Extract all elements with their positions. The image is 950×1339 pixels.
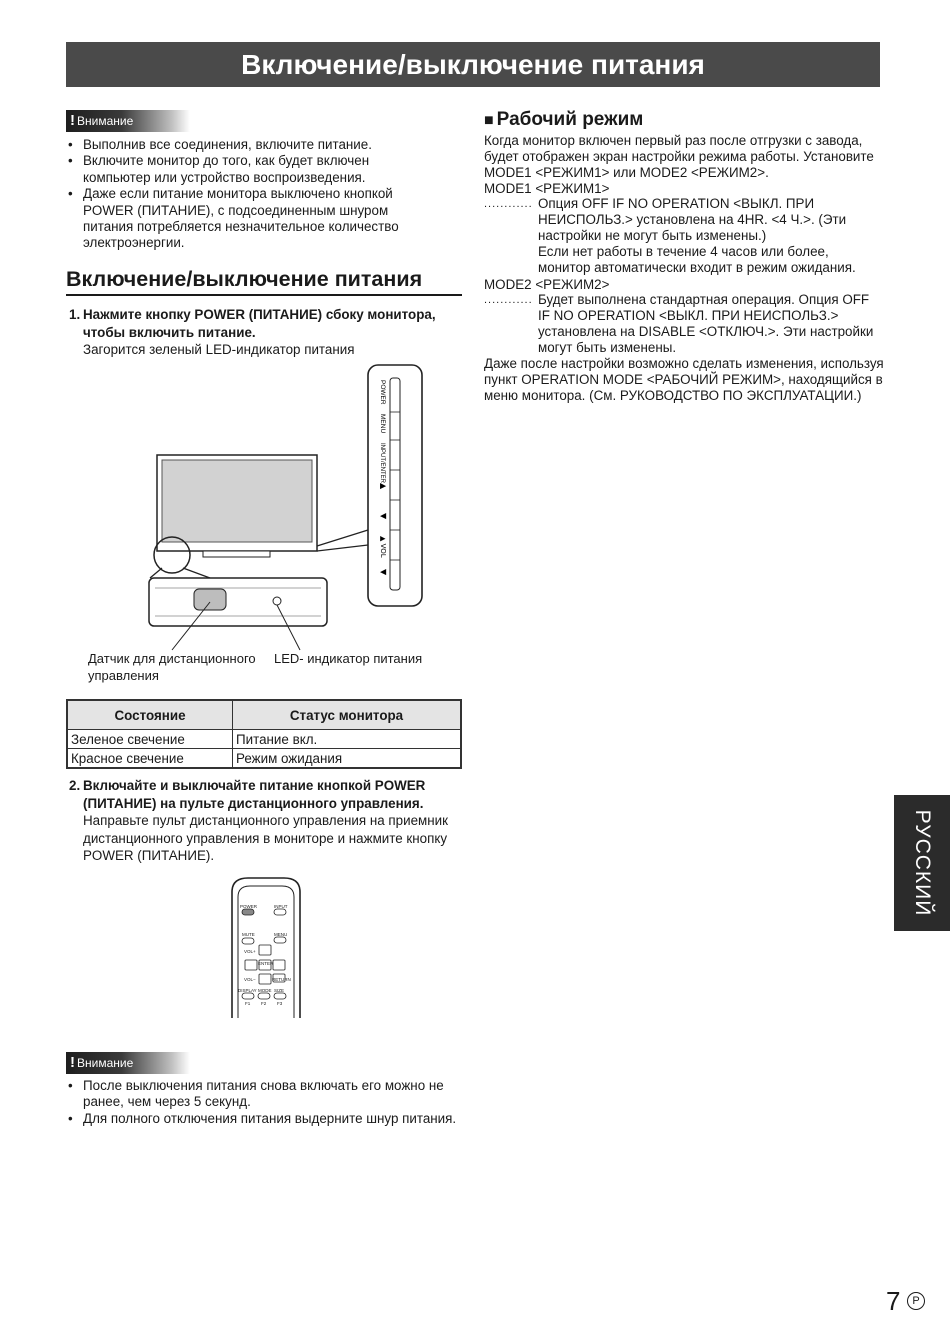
remote-label: SIZE (274, 988, 285, 993)
step-heading: Нажмите кнопку POWER (ПИТАНИЕ) сбоку монитора, чтобы включить питание. (83, 307, 436, 340)
mode1-description-2: Если нет работы в течение 4 часов или более, монитор автоматически входит в режим ожидания. (538, 244, 856, 275)
remote-label: MENU (274, 932, 288, 937)
table-cell: Зеленое свечение (67, 730, 233, 749)
remote-sensor-label: Датчик для дистанционного управления (88, 651, 256, 683)
mode1-description: Опция OFF IF NO OPERATION <ВЫКЛ. ПРИ НЕИСПОЛЬЗ.> установлена на 4HR. <4 Ч.>. (Эти настройки не могут быть изменены.) (538, 196, 847, 243)
table-header: Статус монитора (233, 700, 462, 730)
panel-label-up: ▲ (379, 483, 388, 490)
step-number: 2. (69, 778, 81, 793)
remote-label: ENTER (258, 961, 274, 966)
operation-mode-title-text: Рабочий режим (496, 109, 644, 130)
mode1-title: MODE1 <РЕЖИМ1> (484, 181, 610, 196)
language-tab-text: РУССКИЙ (911, 809, 934, 917)
exclamation-icon: ! (70, 112, 75, 129)
mode2-dots: ............ (484, 294, 533, 306)
mode1-dots: ............ (484, 198, 533, 210)
square-bullet-icon: ■ (484, 112, 494, 129)
operation-mode-title (484, 109, 643, 131)
caution-item: • Включите монитор до того, как будет включен компьютер или устройство воспроизведения. (66, 153, 436, 186)
caution-list (66, 1078, 466, 1127)
remote-label: INPUT (274, 904, 288, 909)
remote-label: F2 (261, 1001, 267, 1006)
step-text: Направьте пульт дистанционного управления на приемник дистанционного управления в мониторе и нажмите кнопку POWER (ПИТАНИЕ). (83, 813, 448, 863)
caution-label (66, 1052, 190, 1074)
table-header: Состояние (67, 700, 233, 730)
panel-label-menu: MENU (379, 414, 386, 434)
step-text: Загорится зеленый LED-индикатор питания (83, 342, 355, 357)
remote-label: MODE (258, 988, 272, 993)
panel-label-vol-up: ▲ VOL (379, 536, 387, 558)
table-cell: Красное свечение (67, 749, 233, 769)
remote-label: VOL− (244, 977, 256, 982)
table-cell: Питание вкл. (233, 730, 462, 749)
operation-mode-outro: Даже после настройки возможно сделать изменения, используя пункт OPERATION MODE <РАБОЧИЙ РЕЖИМ>, находящийся в меню монитора. (См. РУКОВОДСТВО ПО ЭКСПЛУАТАЦИИ.) (484, 356, 884, 403)
caution-item: • Выполнив все соединения, включите питание. (66, 137, 436, 153)
table-cell: Режим ожидания (233, 749, 462, 769)
caution-label-text: Внимание (77, 1056, 134, 1070)
page-number: 7 (886, 1286, 901, 1316)
remote-label: MUTE (242, 932, 255, 937)
language-tab (894, 795, 950, 931)
mode2-title: MODE2 <РЕЖИМ2> (484, 277, 610, 292)
led-indicator-label: LED- индикатор питания (274, 651, 423, 666)
caution-label-text: Внимание (77, 114, 134, 128)
section-title: Включение/выключение питания (66, 266, 462, 296)
exclamation-icon: ! (70, 1054, 75, 1071)
panel-label-down: ▼ (379, 513, 388, 520)
remote-label: DISPLAY (238, 988, 257, 993)
step-number: 1. (69, 307, 81, 322)
panel-label-input: INPUT/ENTER (379, 443, 385, 484)
mode2-description: Будет выполнена стандартная операция. Опция OFF IF NO OPERATION <ВЫКЛ. ПРИ НЕИСПОЛЬЗ.> установлена на DISABLE <ОТКЛЮЧ.>. Эти настройки могут быть изменены. (538, 292, 874, 355)
step-heading: Включайте и выключайте питание кнопкой POWER (ПИТАНИЕ) на пульте дистанционного управления. (83, 778, 426, 811)
page-banner-title: Включение/выключение питания (66, 42, 880, 87)
remote-label: F1 (245, 1001, 251, 1006)
remote-label: POWER (240, 904, 258, 909)
caution-item: • После выключения питания снова включать его можно не ранее, чем через 5 секунд. (66, 1078, 466, 1111)
page-language-mark: P (907, 1292, 925, 1310)
remote-label: F3 (277, 1001, 283, 1006)
caution-item: • Даже если питание монитора выключено кнопкой POWER (ПИТАНИЕ), с подсоединенным шнуром питания потребляется незначительное количество электроэнергии. (66, 186, 436, 252)
remote-label: VOL+ (244, 949, 256, 954)
caution-item: • Для полного отключения питания выдерните шнур питания. (66, 1111, 466, 1127)
panel-label-vol-down: ▼ (379, 569, 388, 576)
remote-label: RETURN (272, 977, 291, 982)
panel-label-power: POWER (379, 380, 386, 405)
operation-mode-intro: Когда монитор включен первый раз после отгрузки с завода, будет отображен экран настройки режима работы. Установите MODE1 <РЕЖИМ1> или MODE2 <РЕЖИМ2>. (484, 133, 874, 180)
